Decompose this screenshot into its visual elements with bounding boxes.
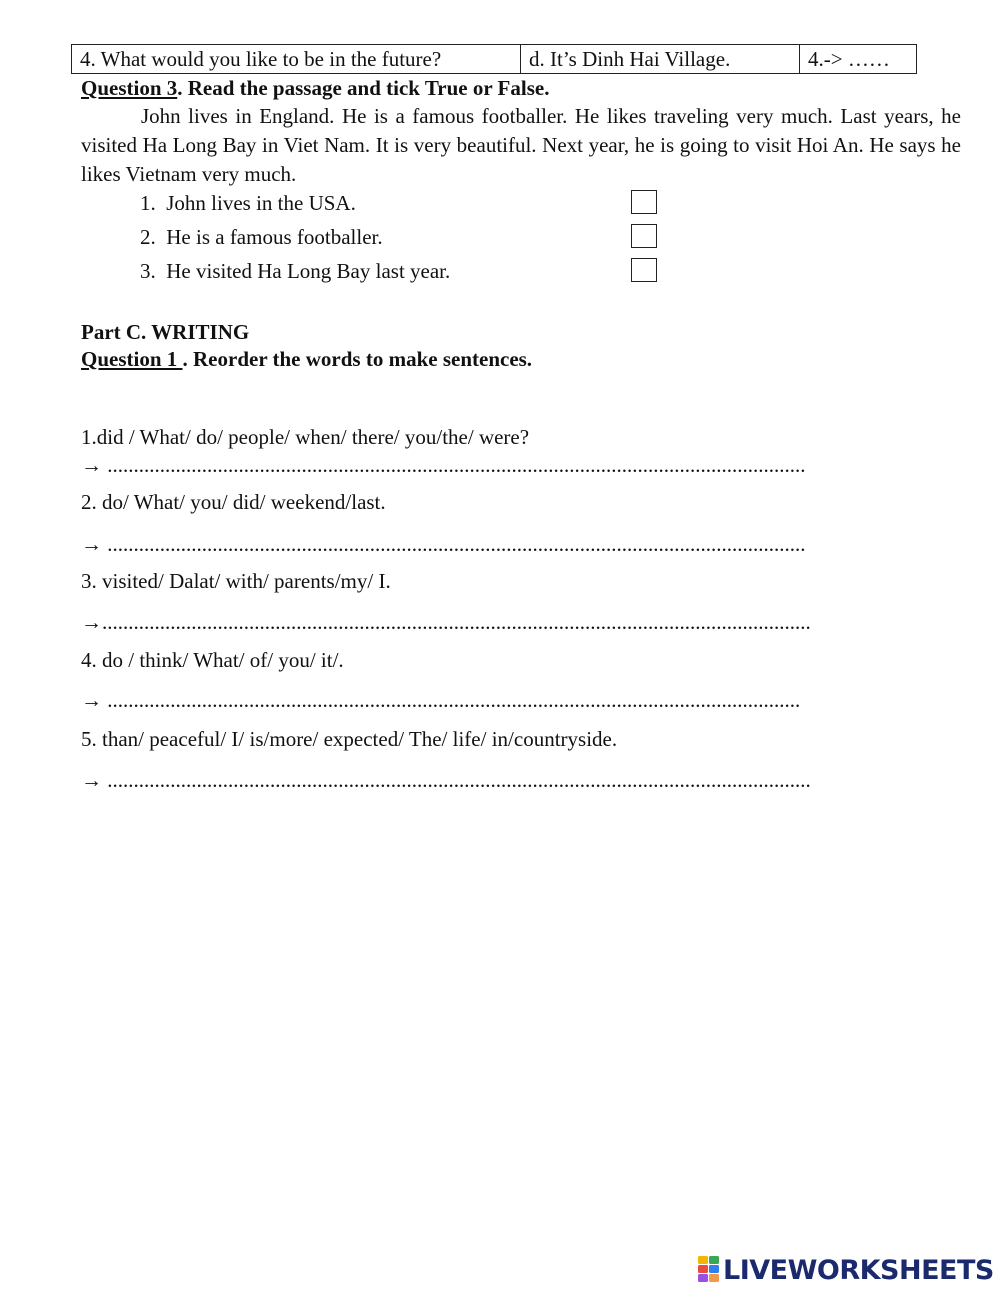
- tf-item-text: He is a famous footballer.: [166, 225, 383, 249]
- answer-cell[interactable]: 4.-> ……: [800, 45, 917, 74]
- question-cell: 4. What would you like to be in the future?: [72, 45, 521, 74]
- answer-line-2[interactable]: → .....................................................................................................................................: [81, 532, 806, 556]
- tf-item-number: 3.: [140, 259, 156, 283]
- reading-question-text: . Read the passage and tick True or False.: [177, 76, 550, 100]
- tf-item-2: [140, 225, 383, 250]
- reading-question-label: Question 3: [81, 76, 178, 100]
- writing-question-heading: [81, 347, 532, 372]
- reorder-prompt-3: 3. visited/ Dalat/ with/ parents/my/ I.: [81, 569, 391, 593]
- tf-item-3: [140, 259, 450, 284]
- liveworksheets-logo: [698, 1254, 994, 1286]
- reorder-prompt-1: 1.did / What/ do/ people/ when/ there/ you/the/ were?: [81, 425, 530, 449]
- reading-passage: John lives in England. He is a famous footballer. He likes traveling very much. Last years, he visited Ha Long Bay in Viet Nam. It is very beautiful. Next year, he is going to visit Hoi An. He says he likes Vietnam very much.: [81, 104, 961, 186]
- liveworksheets-logo-text: LIVEWORKSHEETS: [723, 1254, 994, 1286]
- tf-item-text: He visited Ha Long Bay last year.: [166, 259, 451, 283]
- tf-checkbox-1[interactable]: [631, 190, 657, 214]
- tf-checkbox-3[interactable]: [631, 258, 657, 282]
- reorder-prompt-4: 4. do / think/ What/ of/ you/ it/.: [81, 648, 344, 672]
- answer-line-3[interactable]: →.......................................................................................................................................: [81, 610, 811, 634]
- answer-line-1[interactable]: → .....................................................................................................................................: [81, 453, 806, 477]
- tf-item-text: John lives in the USA.: [166, 191, 356, 215]
- writing-part-title: Part C. WRITING: [81, 320, 250, 344]
- writing-question-label: Question 1: [81, 347, 183, 371]
- table-row: [72, 45, 917, 74]
- option-cell: d. It’s Dinh Hai Village.: [521, 45, 800, 74]
- tf-checkbox-2[interactable]: [631, 224, 657, 248]
- liveworksheets-logo-icon: [698, 1256, 720, 1284]
- tf-item-1: [140, 191, 356, 216]
- answer-line-4[interactable]: → ....................................................................................................................................: [81, 688, 801, 712]
- reading-question-heading: [81, 76, 549, 101]
- reorder-prompt-2: 2. do/ What/ you/ did/ weekend/last.: [81, 490, 386, 514]
- tf-item-number: 2.: [140, 225, 156, 249]
- reorder-prompt-5: 5. than/ peaceful/ I/ is/more/ expected/ The/ life/ in/countryside.: [81, 727, 618, 751]
- writing-question-text: . Reorder the words to make sentences.: [182, 347, 533, 371]
- tf-item-number: 1.: [140, 191, 156, 215]
- matching-table: [71, 44, 917, 74]
- answer-line-5[interactable]: → ......................................................................................................................................: [81, 768, 811, 792]
